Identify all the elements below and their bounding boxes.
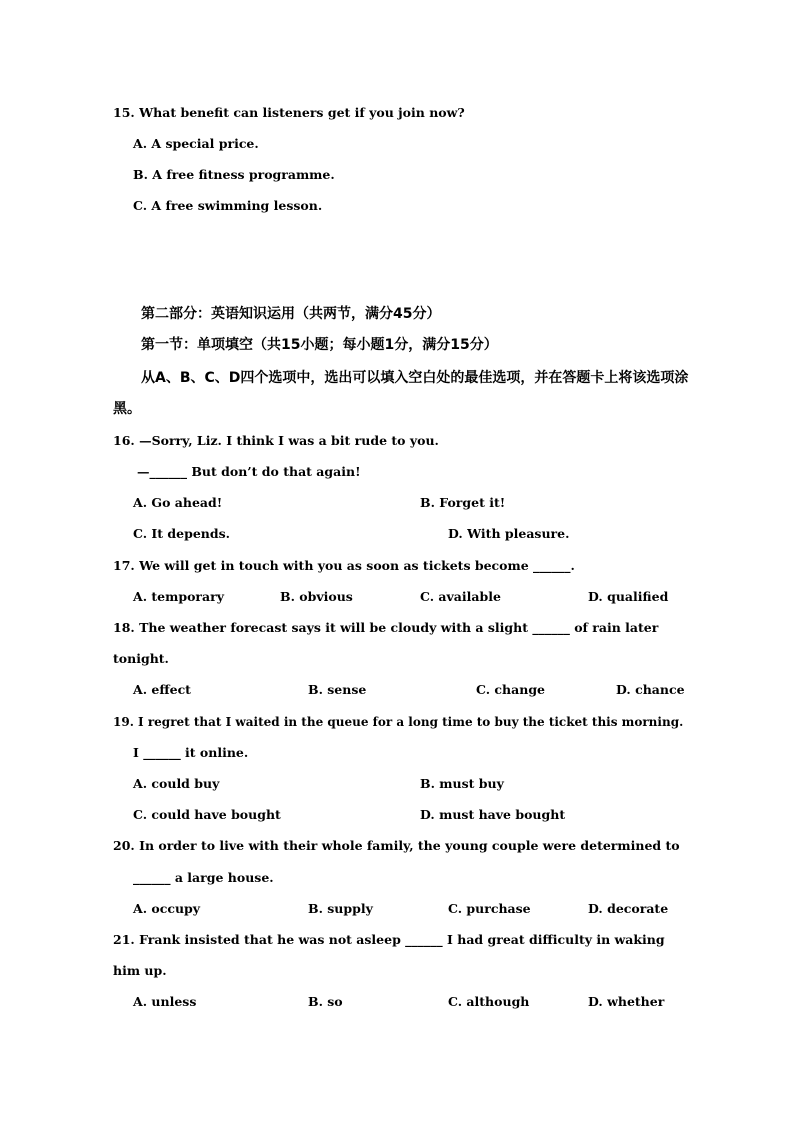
q21-option-b: B. so [308, 994, 343, 1009]
q19-option-c: C. could have bought [133, 807, 281, 822]
q18-option-c: C. change [476, 682, 546, 697]
q16-option-d: D. With pleasure. [448, 526, 570, 541]
q19-option-a: A. could buy [133, 776, 220, 791]
q18-line2: tonight. [113, 651, 169, 666]
q20-option-b: B. supply [308, 901, 373, 916]
q18-option-b: B. sense [308, 682, 367, 697]
q21-line1: 21. Frank insisted that he was not asleep ______ I had great difficulty in waking [113, 932, 665, 947]
q15-option-b: B. A free fitness programme. [133, 167, 335, 182]
section1-title: 第一节：单项填空（共15小题；每小题1分，满分15分） [141, 337, 498, 353]
part2-title: 第二部分：英语知识运用（共两节，满分45分） [141, 306, 441, 322]
q21-option-c: C. although [448, 994, 530, 1009]
instruction-line2: 黑。 [113, 401, 141, 417]
q18-option-d: D. chance [616, 682, 685, 697]
q21-option-d: D. whether [588, 994, 665, 1009]
q17-stem: 17. We will get in touch with you as soon as tickets become ______. [113, 558, 575, 573]
q16-option-c: C. It depends. [133, 526, 231, 541]
q17-option-c: C. available [420, 589, 501, 604]
q18-option-a: A. effect [133, 682, 191, 697]
q20-option-d: D. decorate [588, 901, 669, 916]
q15-stem: 15. What benefit can listeners get if you join now? [113, 105, 465, 120]
q17-option-d: D. qualified [588, 589, 669, 604]
q17-option-b: B. obvious [280, 589, 353, 604]
q21-line2: him up. [113, 963, 167, 978]
q15-option-a: A. A special price. [133, 136, 259, 151]
q19-option-b: B. must buy [420, 776, 504, 791]
q20-option-c: C. purchase [448, 901, 531, 916]
q16-line2: —______ But don’t do that again! [137, 464, 361, 479]
q20-option-a: A. occupy [133, 901, 201, 916]
q20-line2: ______ a large house. [133, 870, 274, 885]
instruction-line1: 从A、B、C、D四个选项中，选出可以填入空白处的最佳选项，并在答题卡上将该选项涂 [141, 370, 689, 386]
q21-option-a: A. unless [133, 994, 197, 1009]
q16-line1: 16. —Sorry, Liz. I think I was a bit rude to you. [113, 433, 439, 448]
q17-option-a: A. temporary [133, 589, 224, 604]
q19-line2: I ______ it online. [133, 745, 249, 760]
q16-option-a: A. Go ahead! [133, 495, 223, 510]
q20-line1: 20. In order to live with their whole family, the young couple were determined to [113, 838, 680, 853]
q18-line1: 18. The weather forecast says it will be cloudy with a slight ______ of rain later [113, 620, 659, 635]
q19-option-d: D. must have bought [420, 807, 566, 822]
q16-option-b: B. Forget it! [420, 495, 506, 510]
q15-option-c: C. A free swimming lesson. [133, 198, 323, 213]
q19-line1: 19. I regret that I waited in the queue for a long time to buy the ticket this morning. [113, 715, 684, 729]
